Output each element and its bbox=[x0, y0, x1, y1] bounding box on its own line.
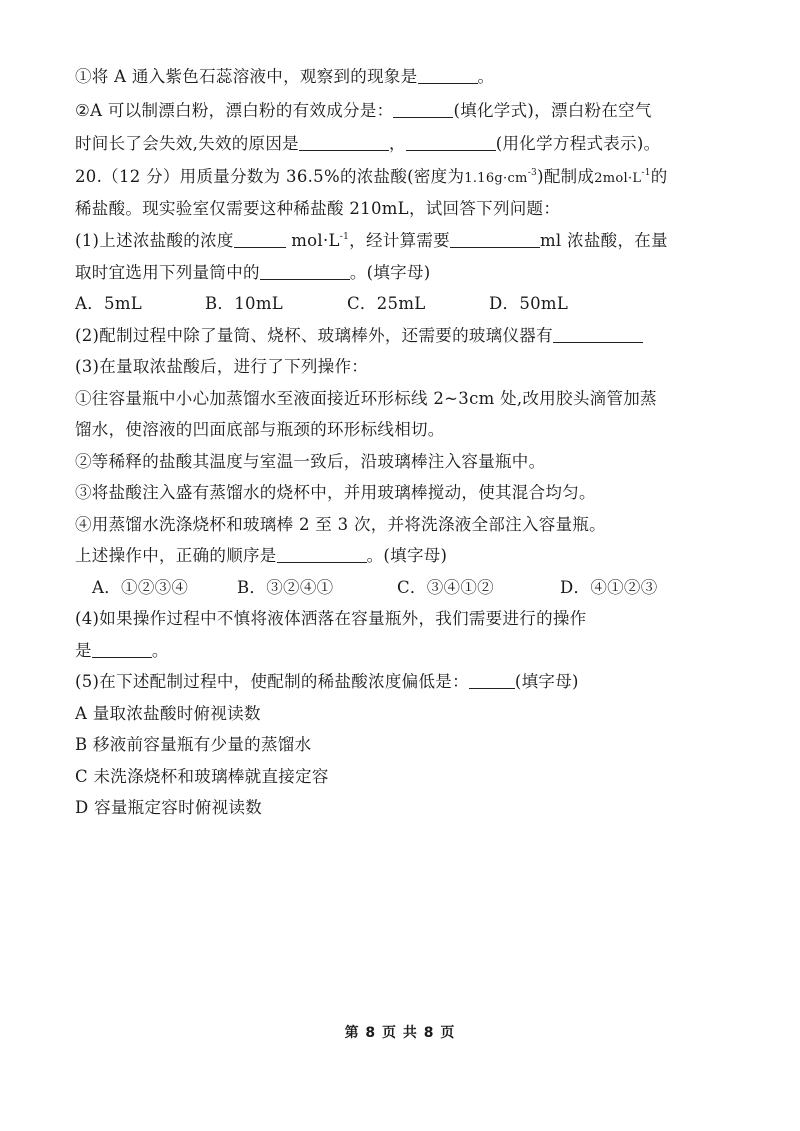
text: ②A 可以制漂白粉，漂白粉的有效成分是： bbox=[75, 101, 394, 120]
text: ①将 A 通入紫色石蕊溶液中，观察到的现象是 bbox=[75, 67, 418, 86]
answer-blank bbox=[277, 546, 367, 563]
text: ， bbox=[388, 134, 406, 153]
answer-blank bbox=[299, 134, 389, 151]
concentration-value: 2mol·L bbox=[594, 171, 642, 186]
text: (5)在下述配制过程中，使配制的稀盐酸浓度偏低是： bbox=[75, 672, 469, 691]
answer-blank bbox=[260, 263, 350, 280]
q20-part5-option-c bbox=[75, 766, 329, 788]
text: A 量取浓盐酸时俯视读数 bbox=[75, 704, 261, 723]
exponent: -1 bbox=[339, 232, 350, 242]
text: D 容量瓶定容时俯视读数 bbox=[75, 798, 263, 817]
text: 。(填字母) bbox=[366, 546, 448, 565]
text: 上述操作中，正确的顺序是 bbox=[75, 546, 277, 565]
answer-blank bbox=[450, 231, 540, 248]
option-b: B．10mL bbox=[205, 294, 284, 313]
q20-part3-step1-cont bbox=[75, 419, 445, 441]
text: (2)配制过程中除了量筒、烧杯、玻璃棒外，还需要的玻璃仪器有 bbox=[75, 326, 553, 345]
answer-blank bbox=[234, 231, 286, 248]
q20-part5-option-d bbox=[75, 797, 262, 819]
text: ①往容量瓶中小心加蒸馏水至液面接近环形标线 2~3cm 处,改用胶头滴管加蒸 bbox=[75, 389, 657, 408]
q20-part3-step4 bbox=[75, 514, 606, 536]
text: ④用蒸馏水洗涤烧杯和玻璃棒 2 至 3 次，并将洗涤液全部注入容量瓶。 bbox=[75, 515, 606, 534]
text: 的 bbox=[650, 167, 668, 186]
q20-part5 bbox=[75, 671, 579, 693]
text: 馏水，使溶液的凹面底部与瓶颈的环形标线相切。 bbox=[75, 420, 445, 439]
text: 时间长了会失效,失效的原因是 bbox=[75, 134, 299, 153]
q20-part4 bbox=[75, 608, 586, 630]
text: (填化学式)，漂白粉在空气 bbox=[453, 101, 652, 120]
q20-part1-options bbox=[75, 293, 568, 315]
text: 稀盐酸。现实验室仅需要这种稀盐酸 210mL，试回答下列问题： bbox=[75, 199, 561, 218]
option-c: C．③④①② bbox=[397, 578, 494, 597]
q20-intro-line2 bbox=[75, 198, 560, 220]
text: 是 bbox=[75, 641, 92, 660]
q19-statement-1 bbox=[75, 66, 494, 88]
text: ②等稀释的盐酸其温度与室温一致后，沿玻璃棒注入容量瓶中。 bbox=[75, 452, 546, 471]
q20-part3-step3 bbox=[75, 482, 596, 504]
q20-part1-line2 bbox=[75, 262, 431, 284]
text: )配制成 bbox=[537, 167, 595, 186]
option-a: A．①②③④ bbox=[92, 578, 189, 597]
answer-blank bbox=[393, 101, 453, 118]
text: 。 bbox=[477, 67, 495, 86]
q20-part3-step1 bbox=[75, 388, 657, 410]
text: (4)如果操作过程中不慎将液体洒落在容量瓶外，我们需要进行的操作 bbox=[75, 609, 587, 628]
option-d: D．50mL bbox=[489, 294, 569, 313]
text: (用化学方程式表示)。 bbox=[495, 134, 661, 153]
text: ③将盐酸注入盛有蒸馏水的烧杯中，并用玻璃棒搅动，使其混合均匀。 bbox=[75, 483, 596, 502]
answer-blank bbox=[553, 326, 643, 343]
unit: mol·L bbox=[291, 231, 340, 250]
text: (填字母) bbox=[514, 672, 579, 691]
q20-part5-option-a bbox=[75, 703, 261, 725]
q20-part3-options bbox=[92, 577, 658, 599]
option-a: A．5mL bbox=[75, 294, 143, 313]
text: 。 bbox=[151, 641, 169, 660]
exponent: -3 bbox=[527, 168, 538, 178]
option-b: B．③②④① bbox=[237, 578, 334, 597]
text: C 未洗涤烧杯和玻璃棒就直接定容 bbox=[75, 767, 329, 786]
answer-blank bbox=[469, 672, 515, 689]
text: 取时宜选用下列量筒中的 bbox=[75, 263, 260, 282]
text: ，经计算需要 bbox=[349, 231, 450, 250]
density-value: 1.16g·cm bbox=[464, 171, 528, 186]
q20-intro bbox=[75, 166, 668, 190]
answer-blank bbox=[418, 67, 478, 84]
q20-part3-step2 bbox=[75, 451, 545, 473]
q20-part1 bbox=[75, 230, 668, 252]
q19-statement-2-cont bbox=[75, 133, 660, 155]
answer-blank bbox=[406, 134, 496, 151]
q19-statement-2 bbox=[75, 100, 652, 122]
exponent: -1 bbox=[641, 168, 651, 178]
text: ml 浓盐酸，在量 bbox=[539, 231, 668, 250]
text: 20.（12 分）用质量分数为 36.5%的浓盐酸(密度为 bbox=[75, 167, 465, 186]
answer-blank bbox=[92, 641, 152, 658]
option-d: D．④①②③ bbox=[560, 578, 658, 597]
text: 。(填字母) bbox=[349, 263, 431, 282]
q20-part3-order bbox=[75, 545, 447, 567]
text: B 移液前容量瓶有少量的蒸馏水 bbox=[75, 735, 312, 754]
page-footer: 第 8 页 共 8 页 bbox=[344, 1025, 456, 1041]
q20-part4-cont bbox=[75, 640, 169, 662]
q20-part5-option-b bbox=[75, 734, 311, 756]
option-c: C．25mL bbox=[347, 294, 426, 313]
text: (3)在量取浓盐酸后，进行了下列操作： bbox=[75, 357, 369, 376]
q20-part2 bbox=[75, 325, 643, 347]
q20-part3-intro bbox=[75, 356, 368, 378]
text: (1)上述浓盐酸的浓度 bbox=[75, 231, 234, 250]
